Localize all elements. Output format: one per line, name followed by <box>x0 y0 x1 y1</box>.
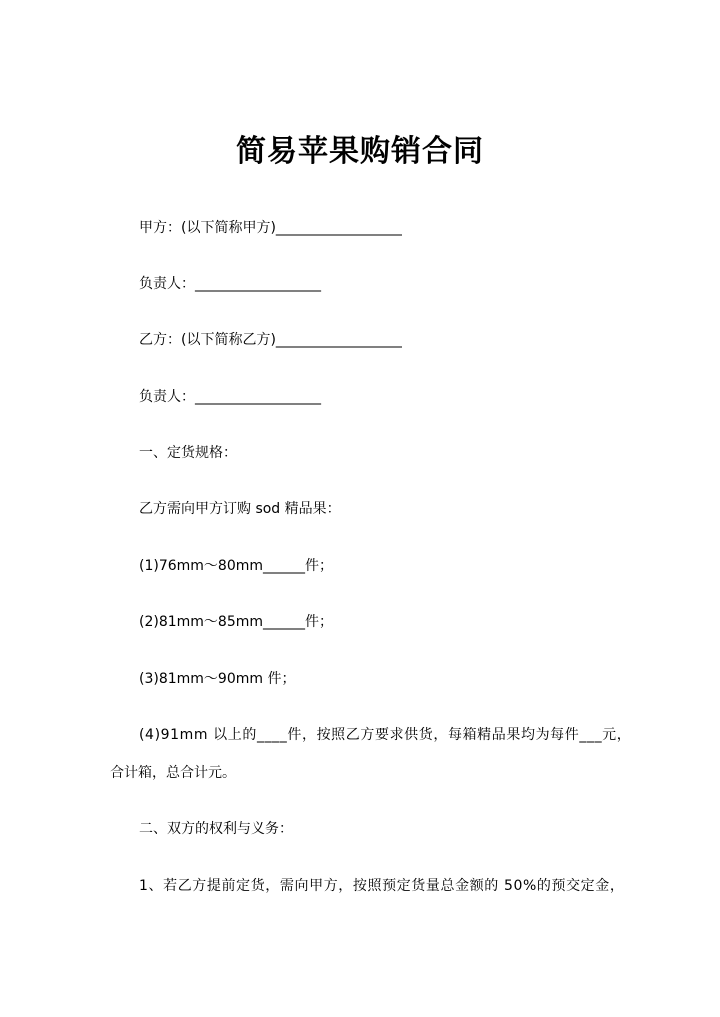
spec-item-1: (1)76mm～80mm______件； <box>139 558 334 574</box>
party-a-representative-line: 负责人：__________________ <box>139 276 321 292</box>
spec-item-2: (2)81mm～85mm______件； <box>139 614 334 630</box>
clause-1-line: 1、若乙方提前定货，需向甲方，按照预定货量总金额的 50%的预交定金， <box>139 878 625 894</box>
section-heading-rights-obligations: 二、双方的权利与义务： <box>139 821 293 837</box>
spec-item-4-continuation: 合计箱，总合计元。 <box>110 765 236 781</box>
order-intro-line: 乙方需向甲方订购 sod 精品果： <box>139 501 341 517</box>
spec-item-3: (3)81mm～90mm 件； <box>139 671 296 687</box>
spec-item-4: (4)91mm 以上的____件，按照乙方要求供货，每箱精品果均为每件___元， <box>139 727 632 743</box>
party-b-representative-line: 负责人：__________________ <box>139 389 321 405</box>
party-a-line: 甲方：(以下简称甲方)__________________ <box>139 220 402 236</box>
party-b-line: 乙方：(以下简称乙方)__________________ <box>139 332 402 348</box>
document-title: 简易苹果购销合同 <box>236 134 484 169</box>
section-heading-order-spec: 一、定货规格： <box>139 445 237 461</box>
